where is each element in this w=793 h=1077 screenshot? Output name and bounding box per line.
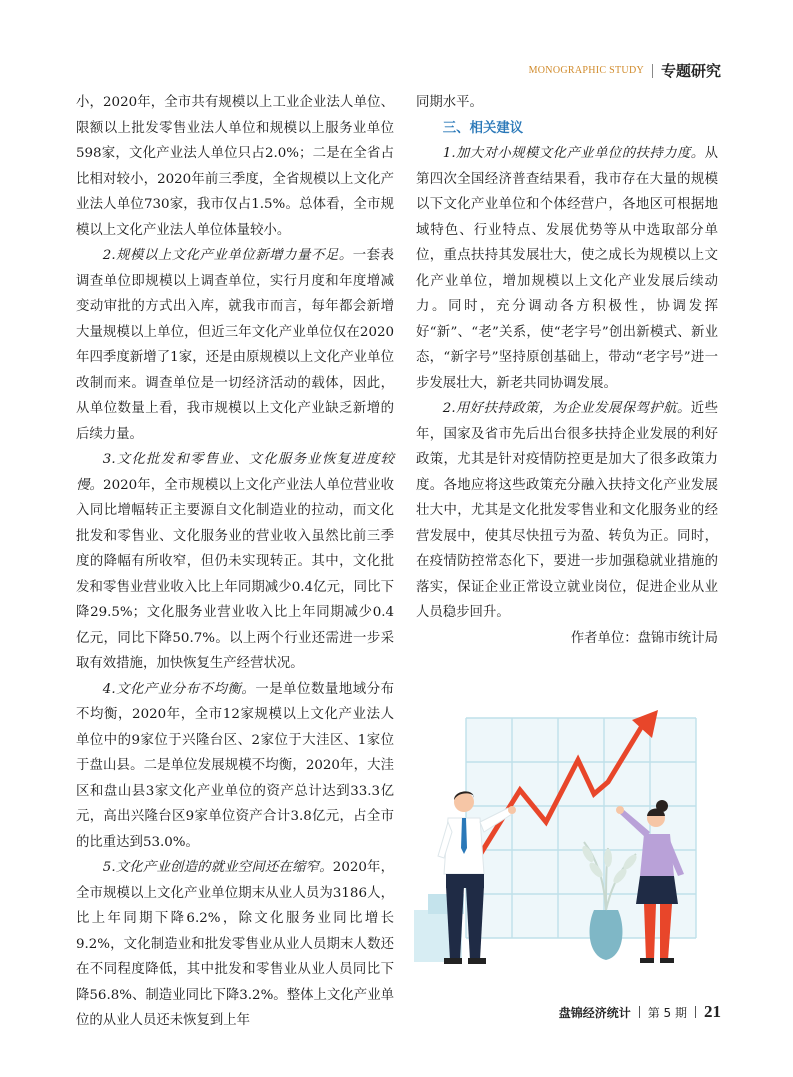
paragraph-lead: 2.用好扶持政策，为企业发展保驾护航。 (442, 401, 691, 416)
paragraph (416, 396, 718, 626)
footer-divider (695, 1006, 696, 1018)
paragraph-body: 从第四次全国经济普查结果看，我市存在大量的规模以下文化产业单位和个体经营户，各地区可根据地域特色、行业特点、发展优势等从中选取部分单位，重点扶持其发展壮大，使之成长为规模以上文化产业单位，增加规模以上文化产业发展后续动力。同时，充分调动各方积极性，协调发挥好“新”、“老”关系，使“老字号”创出新模式、新业态，“新字号”坚持原创基础上，带动“老字号”进一步发展壮大，新老共同协调发展。 (416, 146, 718, 391)
paragraph-body: 2020年，全市规模以上文化产业单位期末从业人员为3186人，比上年同期下降6.2%，除文化服务业同比增长9.2%，文化制造业和批发零售业从业人员期末人数还在不同程度降低，其中批发和零售业从业人员同比下降56.8%、制造业同比下降3.2%。整体上文化产业单位的从业人员还未恢复到上年 (76, 860, 395, 1028)
footer-divider (639, 1006, 640, 1018)
paragraph (76, 447, 394, 677)
paragraph-lead: 2.规模以上文化产业单位新增力量不足。 (102, 248, 353, 263)
author-affiliation: 作者单位：盘锦市统计局 (570, 630, 718, 646)
paragraph (76, 855, 394, 1034)
page-footer (559, 1002, 721, 1022)
paragraph (76, 677, 394, 856)
paragraph (416, 141, 718, 396)
paragraph: 小，2020年，全市共有规模以上工业企业法人单位、限额以上批发零售业法人单位和规模以上服务业单位598家，文化产业法人单位只占2.0%；二是在全省占比相对较小，2020年前三季度，全省规模以上文化产业法人单位730家，我市仅占1.5%。总体看，全市规模以上文化产业法人单位体量较小。 (76, 95, 394, 238)
right-column (416, 90, 718, 651)
page-number: 21 (704, 1002, 721, 1021)
paragraph: 同期水平。 (416, 95, 483, 110)
paragraph-body: 一是单位数量地域分布不均衡，2020年，全市12家规模以上文化产业法人单位中的9家位于兴隆台区、2家位于大洼区、1家位于盘山县。二是单位发展规模不均衡，2020年，大洼区和盘山县3家文化产业单位的资产总计达到33.3亿元，高出兴隆台区9家单位资产合计3.8亿元，占全市的比重达到53.0%。 (76, 681, 395, 850)
header-section-cn: 专题研究 (660, 62, 721, 80)
issue-number: 第 5 期 (647, 1005, 687, 1020)
header-divider (652, 64, 653, 78)
running-header (529, 60, 721, 81)
left-column (76, 90, 394, 1034)
paragraph (76, 243, 394, 447)
paragraph-lead: 5.文化产业创造的就业空间还在缩窄。 (102, 860, 333, 875)
section-title: 三、相关建议 (442, 120, 524, 136)
header-section-en: MONOGRAPHIC STUDY (528, 65, 644, 76)
paragraph-body: 近些年，国家及省市先后出台很多扶持企业发展的利好政策，尤其是针对疫情防控更是加大了很多政策力度。各地应将这些政策充分融入扶持文化产业发展壮大中，尤其是文化批发零售业和文化服务业的经营发展中，使其尽快扭亏为盈、转负为正。同时，在疫情防控常态化下，要进一步加强稳就业措施的落实，保证企业正常设立就业岗位，促进企业从业人员稳步回升。 (416, 401, 718, 620)
paragraph-body: 2020年，全市规模以上文化产业法人单位营业收入同比增幅转正主要源自文化制造业的拉动，而文化批发和零售业、文化服务业的营业收入虽然比前三季度的降幅有所收窄，但仍未实现转正。其中，文化批发和零售业营业收入比上年同期减少0.4亿元，同比下降29.5%；文化服务业营业收入比上年同期减少0.4亿元，同比下降50.7%。以上两个行业还需进一步采取有效措施，加快恢复生产经营状况。 (76, 477, 395, 671)
growth-illustration (408, 698, 726, 970)
paragraph-body: 一套表调查单位即规模以上调查单位，实行月度和年度增减变动审批的方式出入库，就我市而言，每年都会新增大量规模以上单位，但近三年文化产业单位仅在2020年四季度新增了1家，还是由原规模以上文化产业单位改制而来。调查单位是一切经济活动的载体，因此，从单位数量上看，我市规模以上文化产业缺乏新增的后续力量。 (76, 248, 394, 442)
paragraph-lead: 3.文化批发和零售业、文化服务业恢复进度较慢。 (76, 452, 394, 493)
paragraph-lead: 1.加大对小规模文化产业单位的扶持力度。 (442, 146, 705, 161)
journal-name: 盘锦经济统计 (558, 1005, 631, 1020)
paragraph-lead: 4.文化产业分布不均衡。 (102, 681, 256, 697)
